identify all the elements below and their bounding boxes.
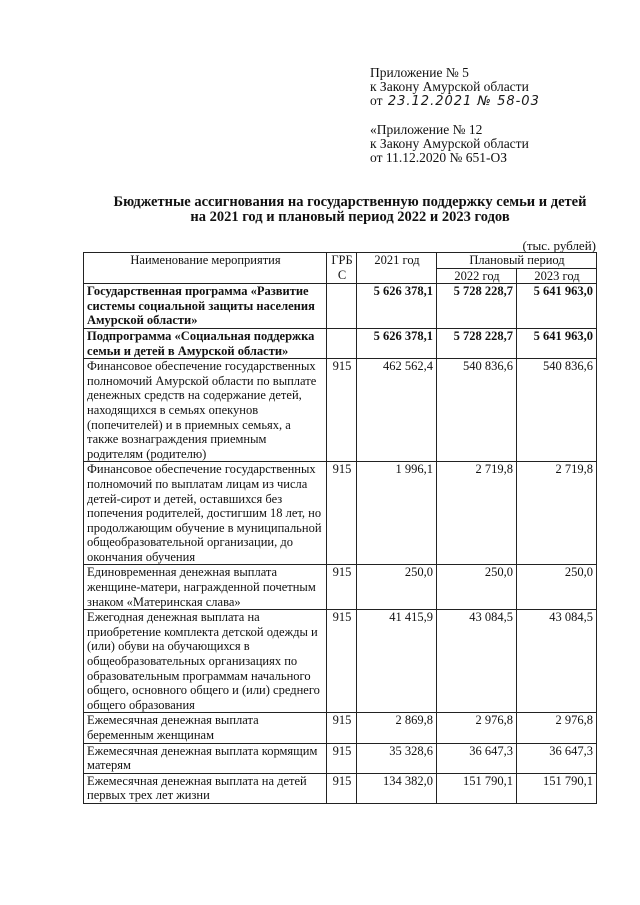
row-2021: 1 996,1 — [357, 462, 437, 565]
handwritten-date-number: 23.12.2021 № 58-03 — [387, 94, 540, 109]
row-2022: 151 790,1 — [437, 773, 517, 803]
header-2021: 2021 год — [357, 253, 437, 284]
row-grbs: 915 — [327, 565, 357, 610]
appendix-5-number: Приложение № 5 — [370, 65, 469, 80]
row-2022: 2 976,8 — [437, 713, 517, 743]
appendix-12-date: от 11.12.2020 № 651-ОЗ — [370, 150, 507, 165]
row-2021: 2 869,8 — [357, 713, 437, 743]
row-2022: 5 728 228,7 — [437, 284, 517, 329]
table-row — [84, 773, 597, 803]
row-grbs: 915 — [327, 610, 357, 713]
appendix-5-date-prefix: от — [370, 93, 383, 108]
table-row — [84, 284, 597, 329]
document-title — [60, 195, 640, 225]
table-row — [84, 462, 597, 565]
header-grbs: ГРБС — [327, 253, 357, 284]
row-2023: 151 790,1 — [517, 773, 597, 803]
row-2021: 35 328,6 — [357, 743, 437, 773]
row-2021: 462 562,4 — [357, 359, 437, 462]
row-2021: 5 626 378,1 — [357, 328, 437, 358]
header-2022: 2022 год — [437, 268, 517, 284]
row-2021: 250,0 — [357, 565, 437, 610]
row-2022: 36 647,3 — [437, 743, 517, 773]
row-name: Ежемесячная денежная выплата беременным женщинам — [84, 713, 327, 743]
row-grbs: 915 — [327, 773, 357, 803]
row-2022: 2 719,8 — [437, 462, 517, 565]
row-2021: 41 415,9 — [357, 610, 437, 713]
row-2023: 36 647,3 — [517, 743, 597, 773]
row-name: Государственная программа «Развитие системы социальной защиты населения Амурской области» — [84, 284, 327, 329]
row-2022: 5 728 228,7 — [437, 328, 517, 358]
header-planned-period: Плановый период — [437, 253, 597, 269]
row-2023: 5 641 963,0 — [517, 328, 597, 358]
row-2022: 250,0 — [437, 565, 517, 610]
row-2023: 250,0 — [517, 565, 597, 610]
row-2021: 5 626 378,1 — [357, 284, 437, 329]
row-name: Подпрограмма «Социальная поддержка семьи и детей в Амурской области» — [84, 328, 327, 358]
table-row — [84, 565, 597, 610]
table-row — [84, 743, 597, 773]
row-2022: 43 084,5 — [437, 610, 517, 713]
appendix-12-law: к Закону Амурской области — [370, 136, 529, 151]
appendix-5-date — [370, 94, 540, 109]
row-2023: 43 084,5 — [517, 610, 597, 713]
row-name: Ежегодная денежная выплата на приобретение комплекта детской одежды и (или) обуви на обучающихся в общеобразовательных организациях по образовательным программам начального общего, основного общего и (или) среднего общего образования — [84, 610, 327, 713]
row-grbs: 915 — [327, 713, 357, 743]
header-2023: 2023 год — [517, 268, 597, 284]
row-2021: 134 382,0 — [357, 773, 437, 803]
row-name: Финансовое обеспечение государственных полномочий по выплатам лицам из числа детей-сирот и детей, оставшихся без попечения родителей, достигшим 18 лет, но продолжающим обучение в муниципальной общеобразовательной организации, до окончания обучения — [84, 462, 327, 565]
budget-table-body — [84, 284, 597, 804]
table-row — [84, 713, 597, 743]
row-2023: 540 836,6 — [517, 359, 597, 462]
row-name: Ежемесячная денежная выплата кормящим матерям — [84, 743, 327, 773]
row-grbs — [327, 328, 357, 358]
document-title-line-1: Бюджетные ассигнования на государственную поддержку семьи и детей — [113, 194, 587, 210]
row-name: Единовременная денежная выплата женщине-матери, награжденной почетным знаком «Материнская слава» — [84, 565, 327, 610]
table-row — [84, 610, 597, 713]
units-label: (тыс. рублей) — [522, 238, 596, 253]
row-grbs: 915 — [327, 462, 357, 565]
row-grbs: 915 — [327, 359, 357, 462]
appendix-12-number: «Приложение № 12 — [370, 122, 483, 137]
table-row — [84, 359, 597, 462]
row-2022: 540 836,6 — [437, 359, 517, 462]
appendix-5-law: к Закону Амурской области — [370, 79, 529, 94]
appendix-12-header — [370, 123, 529, 165]
header-name: Наименование мероприятия — [84, 253, 327, 284]
row-grbs — [327, 284, 357, 329]
row-2023: 2 719,8 — [517, 462, 597, 565]
table-row — [84, 328, 597, 358]
budget-table — [83, 252, 597, 804]
document-title-line-2: на 2021 год и плановый период 2022 и 2023 годов — [190, 209, 510, 225]
row-2023: 2 976,8 — [517, 713, 597, 743]
row-2023: 5 641 963,0 — [517, 284, 597, 329]
row-name: Ежемесячная денежная выплата на детей первых трех лет жизни — [84, 773, 327, 803]
appendix-5-header — [370, 66, 540, 109]
row-grbs: 915 — [327, 743, 357, 773]
row-name: Финансовое обеспечение государственных полномочий Амурской области по выплате денежных средств на содержание детей, находящихся в семьях опекунов (попечителей) и в приемных семьях, а также вознаграждения приемным родителям (родителю) — [84, 359, 327, 462]
